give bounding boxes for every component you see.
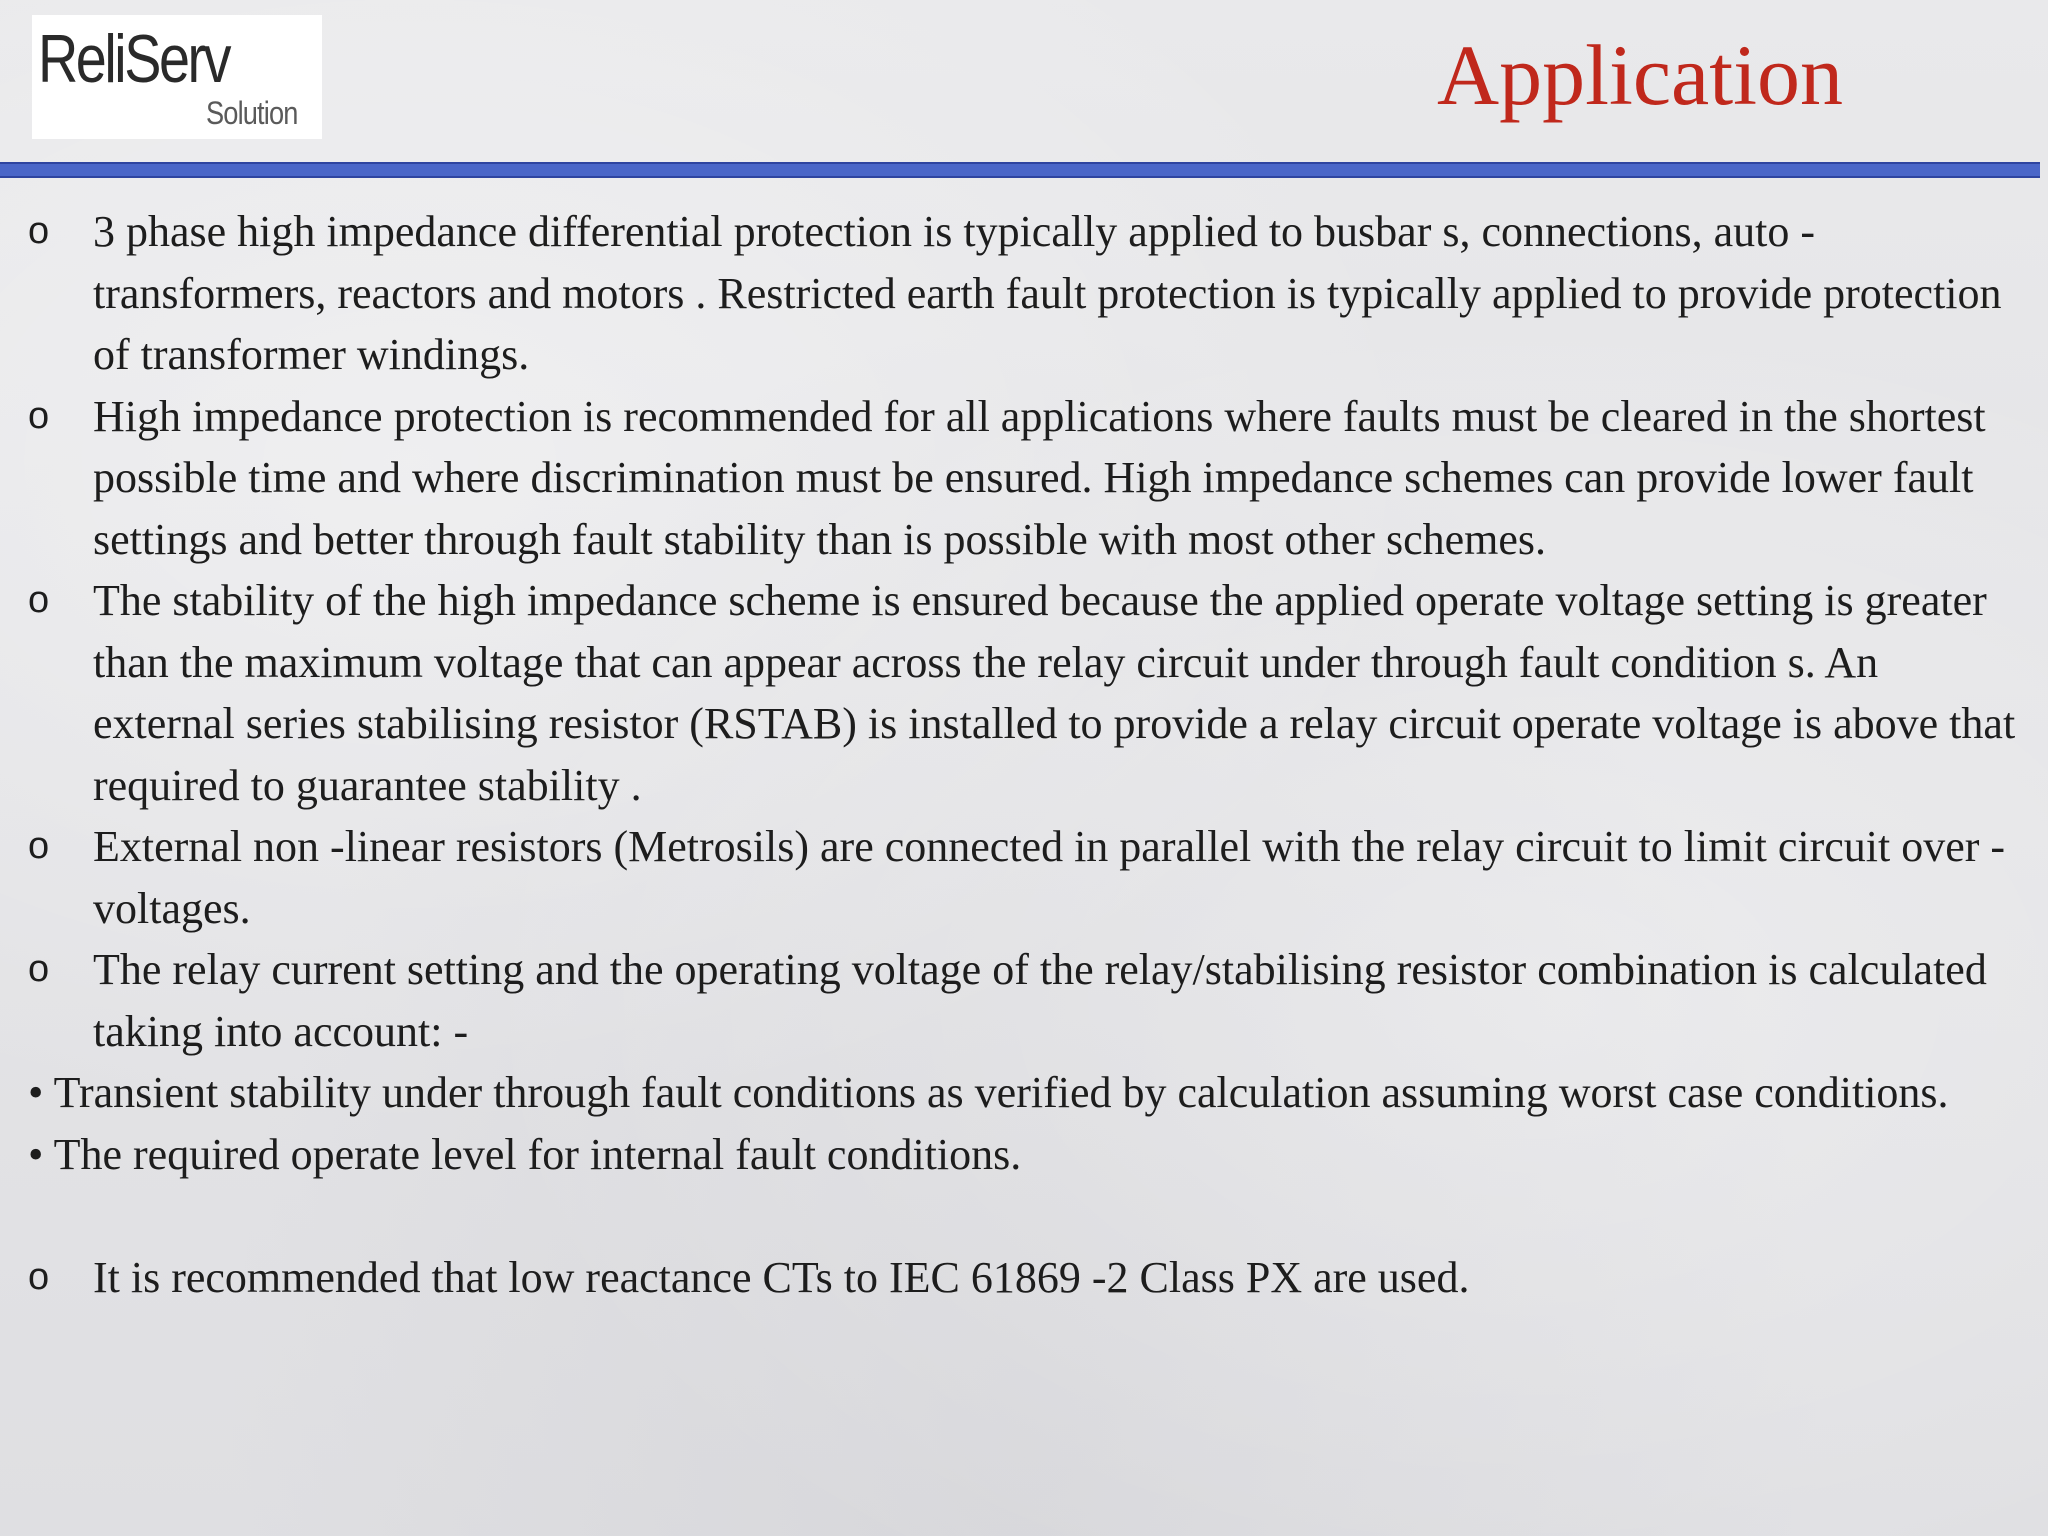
- bullet-text: High impedance protection is recommended for all applications where faults must be cleared in the shortest possible time and where discrimination must be ensured. High impedance schemes can provide lower fault settings and better through fault stability than is possible with most other schemes.: [93, 391, 1986, 564]
- logo-subtitle: Solution: [206, 95, 298, 131]
- logo-wordmark: ReliServ: [38, 21, 230, 97]
- sub-bullet-text: The required operate level for internal fault conditions.: [53, 1129, 1022, 1179]
- sub-bullet-text: Transient stability under through fault conditions as verified by calculation assuming worst case conditions.: [53, 1068, 1949, 1117]
- bullet-item: [28, 201, 2028, 386]
- dot-bullet-icon: •: [28, 1129, 44, 1179]
- bullet-item: [28, 386, 2028, 571]
- slide-body: [28, 201, 2028, 1308]
- bullet-text: It is recommended that low reactance CTs to IEC 61869 -2 Class PX are used.: [93, 1252, 1470, 1302]
- sub-bullet-item: [28, 1124, 2028, 1186]
- reliserv-logo: [32, 15, 322, 139]
- bullet-text: The stability of the high impedance scheme is ensured because the applied operate voltage setting is greater than the maximum voltage that can appear across the relay circuit under through fault condition s. An external series stabilising resistor (RSTAB) is installed to provide a relay circuit operate voltage is above that required to guarantee stability .: [93, 576, 2016, 810]
- title-divider: [0, 162, 2040, 178]
- circle-bullet-icon: o: [28, 394, 50, 437]
- sub-bullet-item: [28, 1062, 2028, 1124]
- paragraph-spacer: [28, 1185, 2028, 1247]
- bullet-text: The relay current setting and the operating voltage of the relay/stabilising resistor combination is calculated taking into account: -: [93, 945, 1987, 1056]
- bullet-text: 3 phase high impedance differential protection is typically applied to busbar s, connections, auto - transformers, reactors and motors . Restricted earth fault protection is typically applied to provide protection of transformer windings.: [93, 207, 2002, 379]
- bullet-item: [28, 816, 2028, 939]
- bullet-item: [28, 1247, 2028, 1309]
- circle-bullet-icon: o: [28, 1255, 50, 1298]
- slide-title: Application: [1436, 27, 1844, 123]
- dot-bullet-icon: •: [28, 1068, 44, 1117]
- circle-bullet-icon: o: [28, 579, 50, 621]
- bullet-text: External non -linear resistors (Metrosils) are connected in parallel with the relay circuit to limit circuit over -voltages.: [93, 822, 2006, 933]
- circle-bullet-icon: o: [28, 825, 50, 867]
- circle-bullet-icon: o: [28, 948, 50, 990]
- bullet-item: [28, 570, 2028, 816]
- circle-bullet-icon: o: [28, 210, 50, 252]
- bullet-item: [28, 939, 2028, 1062]
